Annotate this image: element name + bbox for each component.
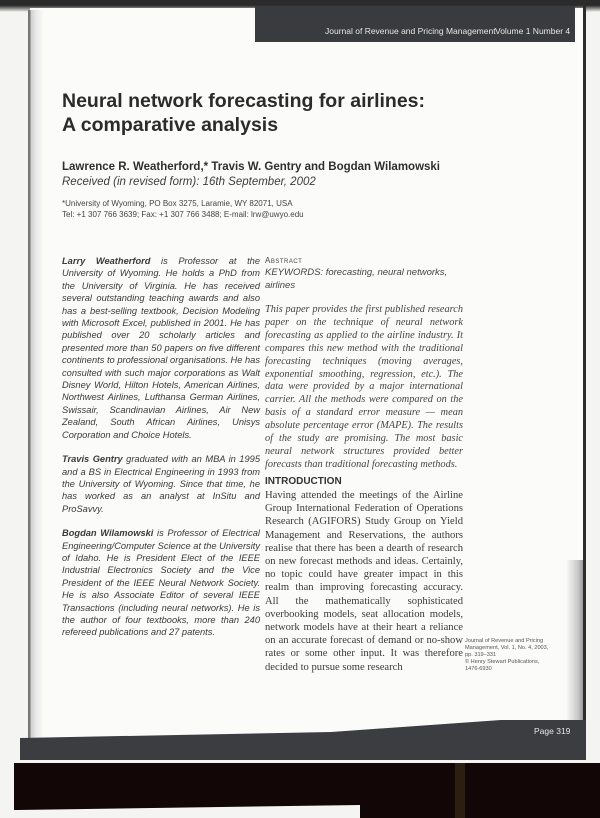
page-number: Page 319 bbox=[534, 726, 571, 736]
introduction-heading: INTRODUCTION bbox=[265, 476, 342, 487]
article-title bbox=[62, 89, 542, 137]
title-line-1: Neural network forecasting for airlines: bbox=[62, 90, 426, 112]
author-bios bbox=[62, 255, 260, 651]
bio-name: Bogdan Wilamowski bbox=[62, 528, 154, 539]
affiliation-address: *University of Wyoming, PO Box 3275, Laramie, WY 82071, USA bbox=[62, 199, 293, 208]
page-right-shadow bbox=[566, 560, 583, 740]
keywords: KEYWORDS: forecasting, neural networks, airlines bbox=[265, 267, 448, 291]
citation-line: © Henry Stewart Publications, bbox=[465, 659, 540, 665]
bio-text: graduated with an MBA in 1995 and a BS in Electrical Engineering in 1993 from the University of Wyoming. Since that time, he has worked as an analyst at InSitu and ProSavvy. bbox=[62, 454, 260, 514]
running-header-band bbox=[255, 6, 575, 42]
citation-line: Management, Vol. 1, No. 4, 2003, bbox=[465, 645, 549, 651]
citation-line: 1476-6930 bbox=[465, 666, 492, 672]
introduction-body: Having attended the meetings of the Airline Group International Federation of Operations Research (AGIFORS) Study Group on Yield Management and Reservations, the authors realise that there has been a dearth of research on new forecast methods and ideas. Certainly, no topic could have greater impact in this realm than improving forecasting accuracy. All the mathematically sophisticated overbooking models, seat allocation models, network models have at their heart a reliance on an accurate forecast of demand or no-show rates or some other input. It was therefore decided to pursue some research bbox=[265, 490, 463, 673]
affiliation bbox=[62, 198, 304, 220]
scan-bottom-strip bbox=[455, 763, 465, 818]
citation-line: Journal of Revenue and Pricing bbox=[465, 638, 544, 644]
bio-gentry bbox=[62, 453, 260, 515]
received-date: Received (in revised form): 16th September, 2002 bbox=[62, 176, 316, 188]
bio-text: is Professor at the University of Wyoming. He holds a PhD from the University of Virginia. He has received several outstanding teaching awards and also has a best-selling textbook, Decision Modeling with Microsoft Excel, published in 2001. He has published over 20 scholarly articles and presented more than 50 papers on five different continents to professional organisations. He has consulted with such major corporations as Walt Disney World, Hilton Hotels, American Airlines, Northwest Airlines, Lufthansa German Airlines, Swissair, Scandinavian Airlines, Air New Zealand, South African Airlines, Unisys Corporation and Choice Hotels. bbox=[62, 256, 260, 440]
citation-line: pp. 319–331 bbox=[465, 652, 497, 658]
bio-name: Travis Gentry bbox=[62, 454, 123, 465]
page-right-border bbox=[583, 0, 586, 740]
bio-name: Larry Weatherford bbox=[62, 256, 151, 266]
page-binding-shadow bbox=[28, 10, 44, 750]
title-line-2: A comparative analysis bbox=[62, 114, 279, 136]
bio-weatherford bbox=[62, 255, 260, 441]
author-list: Lawrence R. Weatherford,* Travis W. Gentry and Bogdan Wilamowski bbox=[62, 161, 440, 173]
citation-note bbox=[465, 638, 565, 673]
affiliation-contact: Tel: +1 307 766 3639; Fax: +1 307 766 3488; E-mail: lrw@uwyo.edu bbox=[62, 210, 304, 219]
running-header-journal: Journal of Revenue and Pricing Management bbox=[325, 26, 496, 36]
bio-wilamowski bbox=[62, 527, 260, 639]
abstract-label: Abstract bbox=[265, 256, 303, 265]
abstract-body: This paper provides the first published research paper on the technique of neural network forecasting as applied to the airline industry. It compares this new method with the traditional forecasting techniques (moving averages, exponential smoothing, regression, etc.). The data were provided by a major international carrier. All the methods were compared on the basis of a standard error measure — mean absolute percentage error (MAPE). The results of the study are promising. The most basic neural network structures provided better forecasts than traditional forecasting methods. bbox=[265, 304, 463, 470]
bio-text: is Professor of Electrical Engineering/Computer Science at the University of Idaho. He is President Elect of the IEEE Industrial Electronics Society and the Vice President of the IEEE Neural Network Society. He is also Associate Editor of several IEEE Transactions (including neural networks). He is the author of four textbooks, more than 240 refereed publications and 27 patents. bbox=[62, 528, 260, 638]
running-header-volume: Volume 1 Number 4 bbox=[495, 26, 571, 36]
